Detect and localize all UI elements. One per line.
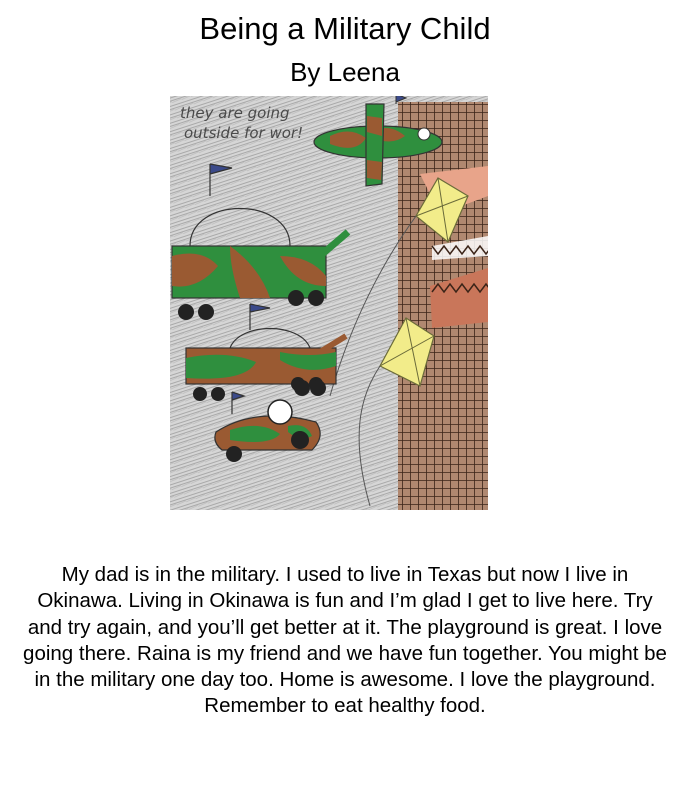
drawing-canvas: [170, 96, 488, 510]
caption-line-2: outside for wor!: [184, 124, 304, 142]
author-byline: By Leena: [290, 57, 400, 87]
story-paragraph: My dad is in the military. I used to live in Texas but now I live in Okinawa. Living in Okinawa is fun and I’m glad I get to live here. Try and try again, and you’ll get better at it. The playground is great. I love going there. Raina is my friend and we have fun together. You might be in the military one day too. Home is awesome. I love the playground. Remember to eat healthy food.: [23, 563, 667, 718]
child-drawing: [170, 96, 488, 510]
caption-line-1: they are going: [180, 104, 290, 122]
tower-illustration: [398, 102, 488, 510]
page-title: Being a Military Child: [199, 11, 491, 46]
